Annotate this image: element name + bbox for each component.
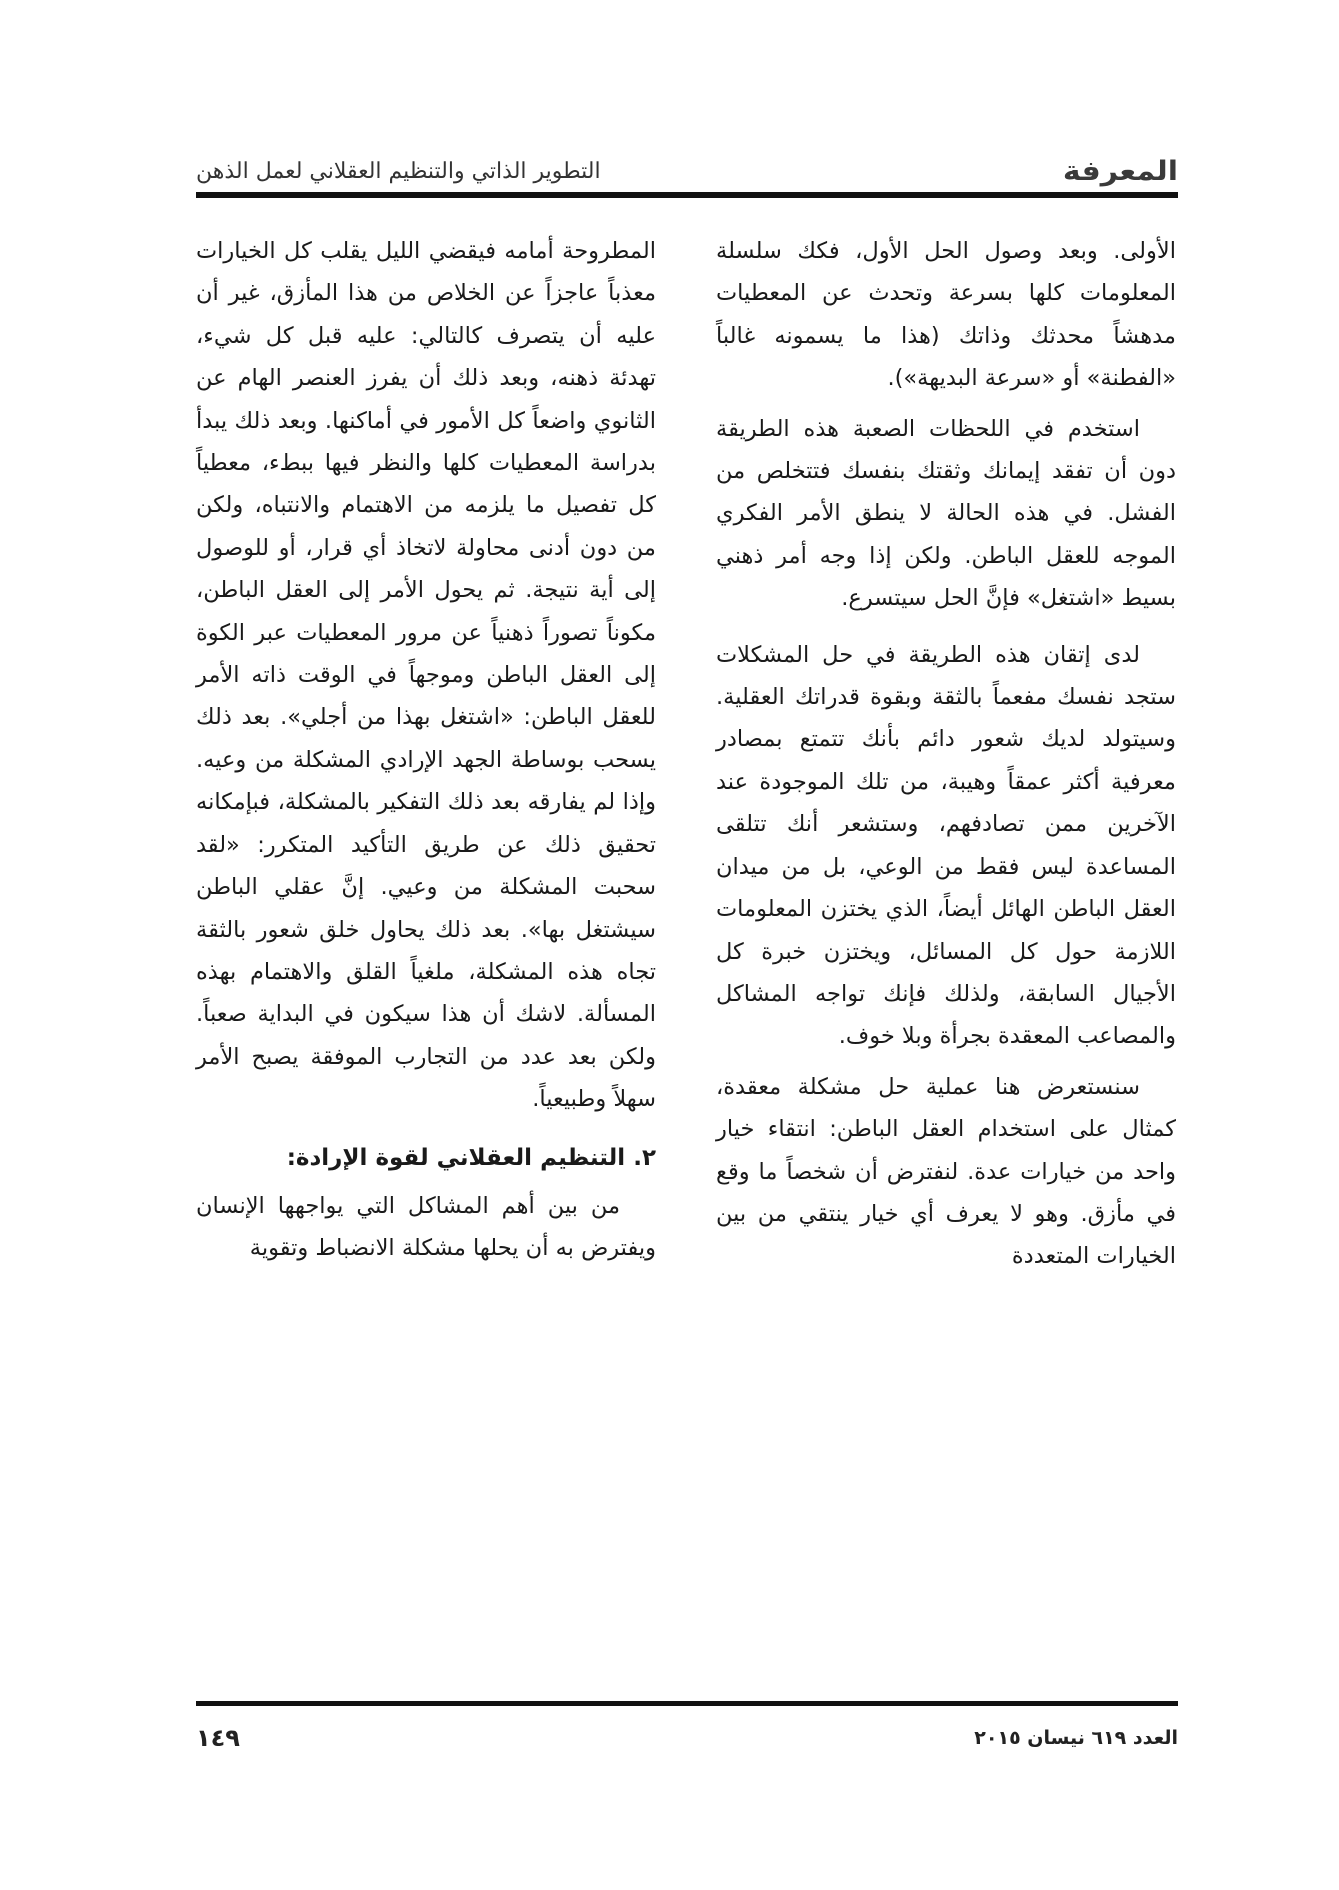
header-rule [196, 192, 1178, 198]
page-number: ١٤٩ [196, 1724, 240, 1752]
paragraph: استخدم في اللحظات الصعبة هذه الطريقة دون أن تفقد إيمانك وثقتك بنفسك فتتخلص من الفشل. في هذه الحالة لا ينطق الأمر الفكري الموجه للعقل الباطن. ولكن إذا وجه أمر ذهني بسيط «اشتغل» فإنَّ الحل سيتسرع. [716, 415, 1176, 612]
issue-info: العدد ٦١٩ نيسان ٢٠١٥ [974, 1727, 1178, 1749]
paragraph: من بين أهم المشاكل التي يواجهها الإنسان ويفترض به أن يحلها مشكلة الانضباط وتقوية [196, 1192, 656, 1261]
left-column [196, 230, 656, 1277]
section-heading: ٢. التنظيم العقلاني لقوة الإرادة: [286, 1144, 656, 1171]
footer-rule [196, 1701, 1178, 1706]
magazine-logo: المعرفة [1062, 155, 1178, 188]
right-column [716, 230, 1176, 1286]
paragraph: سنستعرض هنا عملية حل مشكلة معقدة، كمثال على استخدام العقل الباطن: انتقاء خيار واحد من خيارات عدة. لنفترض أن شخصاً ما وقع في مأزق. وهو لا يعرف أي خيار ينتقي من بين الخيارات المتعددة [716, 1073, 1176, 1270]
paragraph: المطروحة أمامه فيقضي الليل يقلب كل الخيارات معذباً عاجزاً عن الخلاص من هذا المأزق، غير أن عليه أن يتصرف كالتالي: عليه قبل كل شيء، تهدئة ذهنه، وبعد ذلك أن يفرز العنصر الهام عن الثانوي واضعاً كل الأمور في أماكنها. وبعد ذلك يبدأ بدراسة المعطيات كلها والنظر فيها ببطء، معطياً كل تفصيل ما يلزمه من الاهتمام والانتباه، ولكن من دون أدنى محاولة لاتخاذ أي قرار، أو للوصول إلى أية نتيجة. ثم يحول الأمر إلى العقل الباطن، مكوناً تصوراً ذهنياً عن مرور المعطيات عبر الكوة إلى العقل الباطن وموجهاً في الوقت ذاته الأمر للعقل الباطن: «اشتغل بهذا من أجلي». بعد ذلك يسحب بوساطة الجهد الإرادي المشكلة من وعيه. وإذا لم يفارقه بعد ذلك التفكير بالمشكلة، فبإمكانه تحقيق ذلك عن طريق التأكيد المتكرر: «لقد سحبت المشكلة من وعيي. إنَّ عقلي الباطن سيشتغل بها». بعد ذلك يحاول خلق شعور بالثقة تجاه هذه المشكلة، ملغياً القلق والاهتمام بهذه المسألة. لاشك أن هذا سيكون في البداية صعباً. ولكن بعد عدد من التجارب الموفقة يصبح الأمر سهلاً وطبيعياً. [196, 238, 656, 1113]
running-title: التطوير الذاتي والتنظيم العقلاني لعمل الذهن [196, 159, 601, 184]
paragraph: لدى إتقان هذه الطريقة في حل المشكلات ستجد نفسك مفعماً بالثقة وبقوة قدراتك العقلية. وسيتولد لديك شعور دائم بأنك تتمتع بمصادر معرفية أكثر عمقاً وهيبة، من تلك الموجودة عند الآخرين ممن تصادفهم، وستشعر أنك تتلقى المساعدة ليس فقط من الوعي، بل من ميدان العقل الباطن الهائل أيضاً، الذي يختزن المعلومات اللازمة حول كل المسائل، ويختزن خبرة كل الأجيال السابقة، ولذلك فإنك تواجه المشاكل والمصاعب المعقدة بجرأة وبلا خوف. [716, 641, 1176, 1050]
paragraph: الأولى. وبعد وصول الحل الأول، فكك سلسلة المعلومات كلها بسرعة وتحدث عن المعطيات مدهشاً محدثك وذاتك (هذا ما يسمونه غالباً «الفطنة» أو «سرعة البديهة»). [716, 238, 1176, 392]
page-header [196, 150, 1178, 194]
